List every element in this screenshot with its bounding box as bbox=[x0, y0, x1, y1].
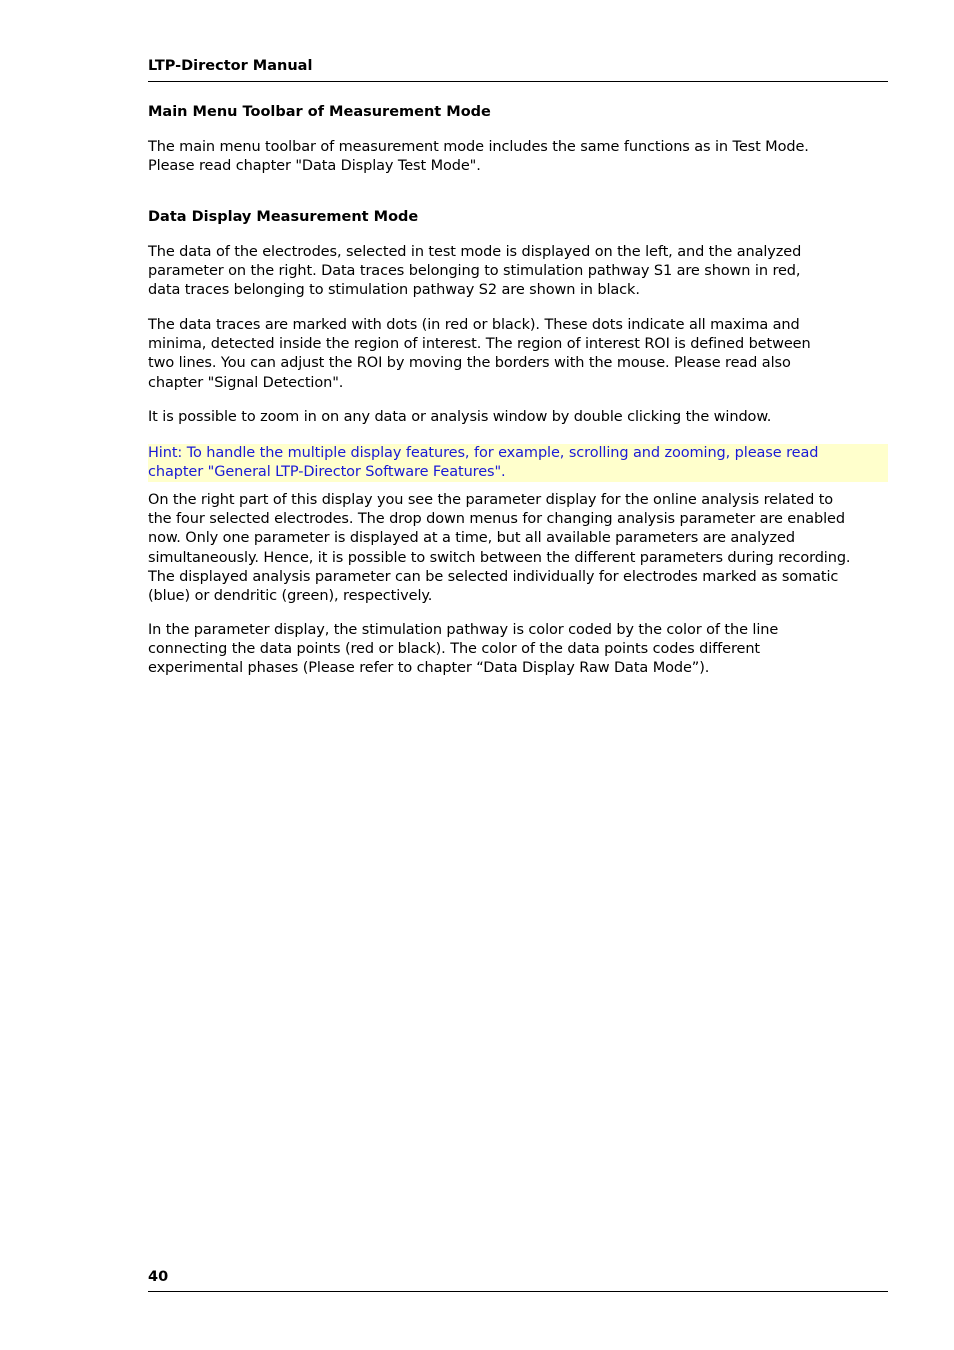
hint-line: chapter "General LTP-Director Software Features". bbox=[148, 464, 506, 481]
paragraph-zoom bbox=[148, 408, 888, 427]
section-heading-toolbar: Main Menu Toolbar of Measurement Mode bbox=[148, 104, 491, 120]
page-number: 40 bbox=[148, 1269, 169, 1285]
paragraph-toolbar bbox=[148, 138, 888, 176]
text-line: now. Only one parameter is displayed at a time, but all available parameters are analyzed bbox=[148, 530, 795, 547]
paragraph-dots bbox=[148, 316, 888, 393]
text-line: chapter "Signal Detection". bbox=[148, 374, 344, 391]
text-line: two lines. You can adjust the ROI by moving the borders with the mouse. Please read also bbox=[148, 355, 791, 372]
hint-box bbox=[148, 444, 888, 482]
text-line: In the parameter display, the stimulation pathway is color coded by the color of the line bbox=[148, 622, 779, 638]
paragraph-electrodes bbox=[148, 243, 888, 301]
text-line: data traces belonging to stimulation pathway S2 are shown in black. bbox=[148, 282, 640, 299]
paragraph-parameter-display bbox=[148, 491, 888, 606]
text-line: The data traces are marked with dots (in red or black). These dots indicate all maxima and bbox=[148, 317, 800, 333]
text-line: The displayed analysis parameter can be selected individually for electrodes marked as somatic bbox=[148, 568, 839, 585]
section-heading-display: Data Display Measurement Mode bbox=[148, 209, 419, 225]
text-line: The main menu toolbar of measurement mode includes the same functions as in Test Mode. bbox=[148, 139, 809, 155]
text-line: (blue) or dendritic (green), respectively. bbox=[148, 588, 433, 605]
text-line: minima, detected inside the region of interest. The region of interest ROI is defined between bbox=[148, 336, 811, 353]
text-line: Please read chapter "Data Display Test Mode". bbox=[148, 158, 481, 175]
page-footer bbox=[148, 1268, 888, 1292]
text-line: experimental phases (Please refer to chapter “Data Display Raw Data Mode”). bbox=[148, 660, 710, 677]
text-line: On the right part of this display you see the parameter display for the online analysis related to bbox=[148, 492, 834, 508]
paragraph-color-coding bbox=[148, 621, 888, 679]
text-line: connecting the data points (red or black). The color of the data points codes different bbox=[148, 641, 761, 658]
text-line: The data of the electrodes, selected in test mode is displayed on the left, and the analyzed bbox=[148, 244, 802, 260]
text-line: simultaneously. Hence, it is possible to switch between the different parameters during recording. bbox=[148, 549, 851, 566]
page-header bbox=[148, 57, 888, 82]
text-line: It is possible to zoom in on any data or analysis window by double clicking the window. bbox=[148, 409, 772, 425]
text-line: the four selected electrodes. The drop down menus for changing analysis parameter are enabled bbox=[148, 511, 845, 528]
manual-title: LTP-Director Manual bbox=[148, 58, 313, 74]
hint-line: Hint: To handle the multiple display features, for example, scrolling and zooming, please read bbox=[148, 445, 819, 461]
text-line: parameter on the right. Data traces belonging to stimulation pathway S1 are shown in red, bbox=[148, 263, 801, 280]
